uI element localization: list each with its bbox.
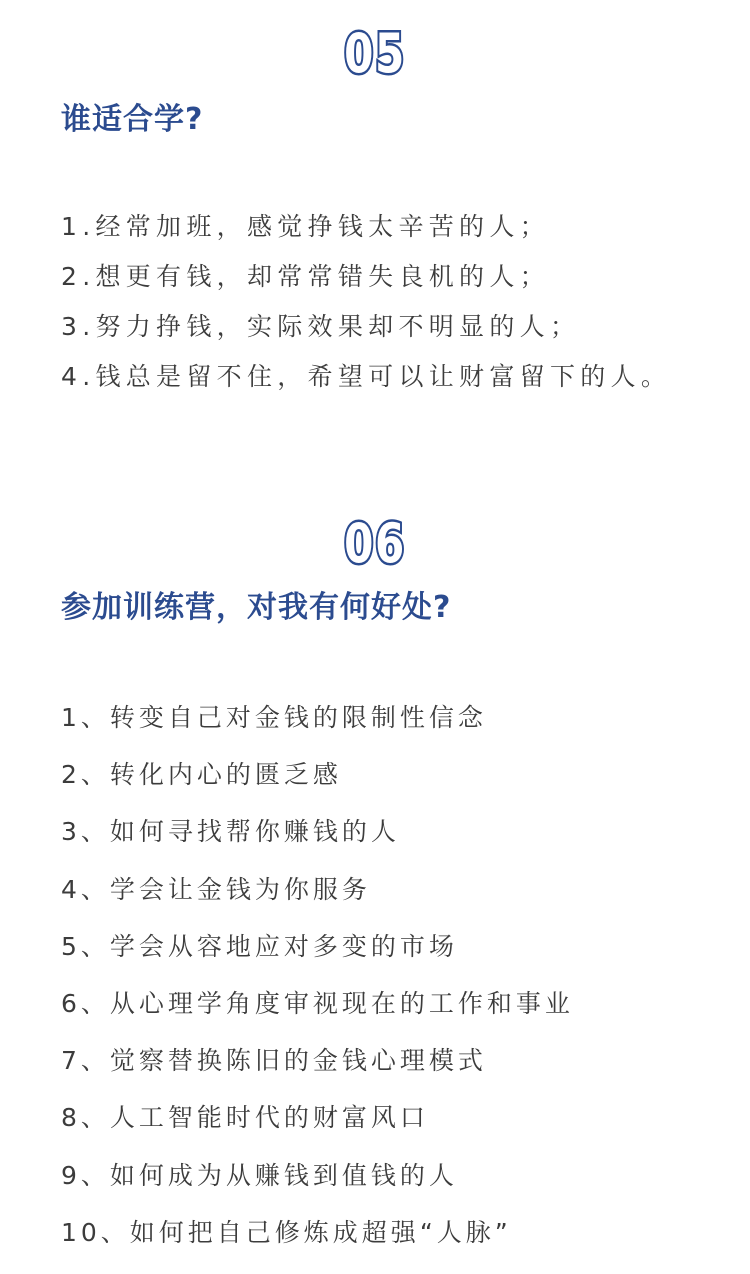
list-item: 4、学会让金钱为你服务 [61, 874, 371, 904]
section-title-who-should-learn: 谁适合学? [61, 102, 204, 137]
section-number-06: 06 [344, 512, 406, 575]
list-item: 4.钱总是留不住，希望可以让财富留下的人。 [61, 362, 672, 391]
list-item: 9、如何成为从赚钱到值钱的人 [61, 1160, 458, 1190]
list-item: 1、转变自己对金钱的限制性信念 [61, 703, 487, 732]
list-item: 2、转化内心的匮乏感 [61, 760, 342, 790]
section-title-benefits: 参加训练营，对我有何好处? [61, 590, 452, 625]
list-item: 8、人工智能时代的财富风口 [61, 1103, 429, 1133]
list-item: 3.努力挣钱，实际效果却不明显的人； [61, 312, 581, 341]
list-item: 7、觉察替换陈旧的金钱心理模式 [61, 1046, 487, 1076]
who-should-learn-list [61, 202, 697, 402]
section-number-05: 05 [344, 22, 406, 85]
list-item: 3、如何寻找帮你赚钱的人 [61, 817, 400, 847]
benefits-list [61, 689, 721, 1261]
list-item: 2.想更有钱，却常常错失良机的人； [61, 262, 550, 291]
list-item: 10、如何把自己修炼成超强“人脉” [61, 1217, 512, 1247]
list-item: 6、从心理学角度审视现在的工作和事业 [61, 989, 574, 1019]
list-item: 5、学会从容地应对多变的市场 [61, 931, 458, 961]
list-item: 1.经常加班，感觉挣钱太辛苦的人； [61, 212, 550, 241]
